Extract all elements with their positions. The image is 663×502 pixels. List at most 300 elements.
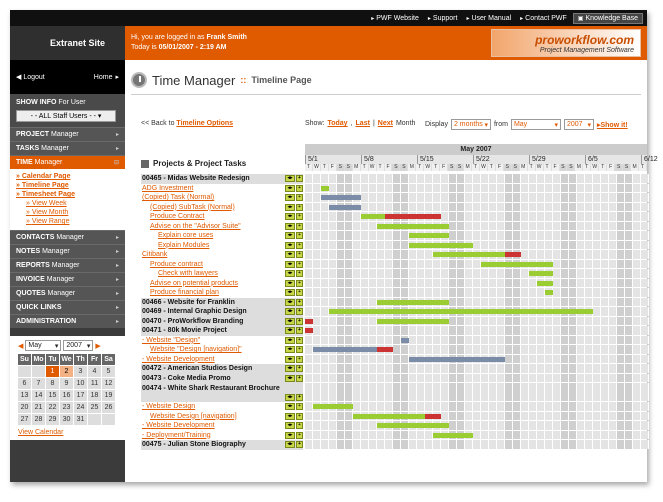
edit-icon[interactable]: ◂▸ [285, 251, 295, 258]
task-row[interactable] [141, 222, 303, 232]
menu-project[interactable] [10, 127, 125, 141]
timeline-cell [521, 383, 529, 401]
add-icon[interactable]: + [296, 403, 303, 410]
timeline-cell [593, 298, 601, 307]
home-link[interactable] [94, 73, 119, 81]
timeline-cell [609, 184, 617, 193]
timeline-cell [329, 269, 337, 278]
add-icon[interactable]: + [296, 375, 303, 382]
timeline-cell [361, 250, 369, 259]
timeline-cell [385, 326, 393, 335]
timeline-cell [609, 288, 617, 297]
menu-notes[interactable] [10, 244, 125, 258]
timeline-cell [473, 288, 481, 297]
top-link-3[interactable] [517, 15, 570, 22]
task-row[interactable] [141, 336, 303, 346]
timeline-cell [497, 203, 505, 212]
timeline-cell [393, 383, 401, 401]
timeline-cell [609, 421, 617, 430]
calendar-day[interactable]: 12 [102, 378, 115, 389]
timeline-row [305, 203, 647, 213]
task-row[interactable] [141, 184, 303, 194]
menu-invoice[interactable] [10, 272, 125, 286]
calendar-day[interactable]: 15 [46, 390, 59, 401]
calendar-month-select[interactable] [25, 340, 61, 351]
timeline-bar-green[interactable] [481, 262, 553, 267]
edit-icon[interactable]: ◂▸ [285, 365, 295, 372]
timeline-cell [529, 298, 537, 307]
calendar-day[interactable]: 9 [60, 378, 73, 389]
calendar-day[interactable]: 27 [18, 414, 31, 425]
calendar-day[interactable]: 14 [32, 390, 45, 401]
timeline-cell [633, 231, 641, 240]
timeline-cell [561, 412, 569, 421]
add-icon[interactable]: + [296, 346, 303, 353]
timeline-cell [401, 402, 409, 411]
staff-select-value: - - ALL Staff Users - - [30, 112, 96, 120]
timeline-cell [561, 288, 569, 297]
timeline-cell [601, 203, 609, 212]
timeline-cell [393, 231, 401, 240]
timeline-bar-blue[interactable] [409, 357, 505, 362]
timeline-cell [329, 336, 337, 345]
collapse-icon[interactable] [141, 160, 149, 168]
timeline-cell [537, 222, 545, 231]
edit-icon[interactable]: ◂▸ [285, 318, 295, 325]
timeline-cell [329, 174, 337, 183]
timeline-cell [401, 250, 409, 259]
calendar-day[interactable]: 31 [74, 414, 87, 425]
menu-label-bold: QUOTES [16, 290, 46, 297]
display-range-select[interactable] [451, 119, 491, 130]
timeline-bar-blue[interactable] [329, 205, 361, 210]
next-month-icon[interactable]: ▶ [95, 342, 101, 350]
add-icon[interactable]: + [296, 432, 303, 439]
timeline-cell [345, 431, 353, 440]
menu-tasks[interactable] [10, 141, 125, 155]
timeline-cell [425, 288, 433, 297]
timeline-cell [593, 336, 601, 345]
timeline-cell [553, 174, 561, 183]
add-icon[interactable]: + [296, 204, 303, 211]
add-icon[interactable]: + [296, 280, 303, 287]
top-link-2[interactable] [463, 15, 514, 22]
calendar-day[interactable]: 22 [46, 402, 59, 413]
edit-icon[interactable]: ◂▸ [285, 261, 295, 268]
timeline-bar-green[interactable] [313, 404, 353, 409]
add-icon[interactable]: + [296, 242, 303, 249]
task-row[interactable] [141, 250, 303, 260]
timeline-cell [329, 222, 337, 231]
timeline-cell [377, 269, 385, 278]
calendar-day[interactable]: 16 [60, 390, 73, 401]
timeline-cell [625, 222, 633, 231]
edit-icon[interactable]: ◂▸ [285, 223, 295, 230]
timeline-cell [561, 174, 569, 183]
edit-icon[interactable]: ◂▸ [285, 185, 295, 192]
add-icon[interactable]: + [296, 251, 303, 258]
timeline-bar-green[interactable] [433, 252, 505, 257]
day-letter: T [544, 164, 552, 171]
add-icon[interactable]: + [296, 308, 303, 315]
add-icon[interactable]: + [296, 318, 303, 325]
timeline-bar-red[interactable] [505, 252, 521, 257]
menu-quick-links[interactable] [10, 300, 125, 314]
calendar-year-select[interactable] [63, 340, 93, 351]
timeline-cell [497, 193, 505, 202]
timeline-cell [345, 326, 353, 335]
proworkflow-logo[interactable] [491, 29, 641, 57]
add-icon[interactable]: + [296, 270, 303, 277]
menu-contacts[interactable] [10, 230, 125, 244]
weekday-header: Th [74, 354, 87, 365]
edit-icon[interactable]: ◂▸ [285, 299, 295, 306]
timeline-cell [417, 174, 425, 183]
calendar-day[interactable]: 26 [102, 402, 115, 413]
greeting [131, 33, 247, 53]
task-row[interactable] [141, 241, 303, 251]
add-icon[interactable]: + [296, 223, 303, 230]
top-link-1[interactable] [425, 15, 461, 22]
timeline-bar-green[interactable] [433, 433, 473, 438]
timeline-cell [609, 174, 617, 183]
row-actions [285, 251, 303, 258]
timeline-cell [393, 326, 401, 335]
edit-icon[interactable]: ◂▸ [285, 242, 295, 249]
timeline-cell [633, 440, 641, 449]
timeline-cell [409, 402, 417, 411]
timeline-cell [545, 193, 553, 202]
staff-users-select[interactable] [16, 110, 116, 122]
timeline-cell [321, 383, 329, 401]
timeline-cell [369, 317, 377, 326]
calendar-day[interactable]: 3 [74, 366, 87, 377]
logout-link[interactable]: ◀ Logout [16, 74, 45, 81]
timeline-cell [329, 355, 337, 364]
edit-icon[interactable]: ◂▸ [285, 403, 295, 410]
timeline-bar-green[interactable] [377, 319, 449, 324]
edit-icon[interactable]: ◂▸ [285, 422, 295, 429]
menu-administration[interactable] [10, 314, 125, 328]
edit-icon[interactable]: ◂▸ [285, 441, 295, 448]
top-bar [10, 10, 647, 26]
top-link-0[interactable] [368, 15, 422, 22]
timeline-options-link[interactable]: Timeline Options [176, 120, 234, 127]
timeline-bar-green[interactable] [361, 214, 385, 219]
timeline-cell [497, 402, 505, 411]
timeline-cell [425, 364, 433, 373]
task-row[interactable] [141, 421, 303, 431]
timeline-cell [569, 231, 577, 240]
timeline-cell [321, 317, 329, 326]
timeline-cell [625, 307, 633, 316]
edit-icon[interactable]: ◂▸ [285, 413, 295, 420]
timeline-cell [449, 326, 457, 335]
timeline-cell [553, 383, 561, 401]
timeline-bar-green[interactable] [377, 224, 449, 229]
edit-icon[interactable]: ◂▸ [285, 232, 295, 239]
show-next-link[interactable]: Next [377, 120, 393, 127]
add-icon[interactable]: + [296, 185, 303, 192]
calendar-day[interactable]: 23 [60, 402, 73, 413]
edit-icon[interactable]: ◂▸ [285, 280, 295, 287]
timeline-cell [441, 279, 449, 288]
timeline-cell [433, 279, 441, 288]
calendar-day[interactable]: 17 [74, 390, 87, 401]
add-icon[interactable]: + [296, 413, 303, 420]
timeline-bar-green[interactable] [329, 309, 593, 314]
edit-icon[interactable]: ◂▸ [285, 337, 295, 344]
timeline-cell [537, 174, 545, 183]
menu-label-rest: Manager [49, 262, 80, 269]
timeline-cell [385, 383, 393, 401]
task-row[interactable] [141, 345, 303, 355]
add-icon[interactable]: + [296, 299, 303, 306]
edit-icon[interactable]: ◂▸ [285, 308, 295, 315]
timeline-cell [481, 174, 489, 183]
timeline-cell [489, 402, 497, 411]
edit-icon[interactable]: ◂▸ [285, 394, 295, 401]
time-link-calendar-page[interactable]: » Calendar Page [16, 173, 71, 180]
add-icon[interactable]: + [296, 422, 303, 429]
timeline-cell [337, 279, 345, 288]
top-link-4[interactable] [573, 13, 643, 24]
time-link-view-month[interactable]: » View Month [26, 209, 69, 216]
task-row[interactable] [141, 260, 303, 270]
timeline-cell [529, 440, 537, 449]
timeline-bar-blue[interactable] [401, 338, 409, 343]
calendar-day[interactable]: 29 [46, 414, 59, 425]
timeline-cell [513, 288, 521, 297]
task-row[interactable] [141, 269, 303, 279]
project-name: 00470 - ProWorkflow Branding [142, 317, 244, 325]
timeline-cell [361, 317, 369, 326]
task-row[interactable] [141, 231, 303, 241]
edit-icon[interactable]: ◂▸ [285, 432, 295, 439]
add-icon[interactable]: + [296, 261, 303, 268]
show-last-link[interactable]: Last [355, 120, 370, 127]
task-row[interactable] [141, 355, 303, 365]
timeline-cell [561, 222, 569, 231]
timeline-bar-green[interactable] [409, 233, 449, 238]
top-link-label: Contact PWF [525, 14, 567, 22]
timeline-cell [337, 241, 345, 250]
timeline-cell [305, 298, 313, 307]
timeline-bar-red[interactable] [385, 214, 441, 219]
calendar-day[interactable]: 20 [18, 402, 31, 413]
prev-month-icon[interactable]: ◀ [18, 342, 24, 350]
timeline-bar-blue[interactable] [313, 347, 377, 352]
task-row[interactable] [141, 431, 303, 441]
timeline-cell [377, 383, 385, 401]
add-icon[interactable]: + [296, 213, 303, 220]
timeline-bar-green[interactable] [377, 300, 449, 305]
today-value: 05/01/2007 - 2:19 AM [158, 44, 227, 51]
timeline-cell [617, 231, 625, 240]
menu-reports[interactable] [10, 258, 125, 272]
edit-icon[interactable]: ◂▸ [285, 356, 295, 363]
timeline-cell [489, 203, 497, 212]
timeline-cell [561, 326, 569, 335]
calendar-day[interactable]: 13 [18, 390, 31, 401]
add-icon[interactable]: + [296, 232, 303, 239]
calendar-day[interactable]: 18 [88, 390, 101, 401]
timeline-cell [345, 279, 353, 288]
week-label: 5/1 [305, 155, 318, 164]
timeline-cell [457, 364, 465, 373]
timeline-cell [377, 250, 385, 259]
edit-icon[interactable]: ◂▸ [285, 175, 295, 182]
timeline-cell [577, 402, 585, 411]
timeline-cell [361, 374, 369, 383]
view-calendar-link[interactable]: View Calendar [18, 429, 64, 436]
timeline-cell [441, 288, 449, 297]
calendar-day[interactable]: 10 [74, 378, 87, 389]
edit-icon[interactable]: ◂▸ [285, 289, 295, 296]
top-link-label: Knowledge Base [585, 14, 638, 22]
add-icon[interactable]: + [296, 337, 303, 344]
task-row[interactable] [141, 402, 303, 412]
timeline-cell [585, 250, 593, 259]
timeline-cell [569, 193, 577, 202]
add-icon[interactable]: + [296, 175, 303, 182]
timeline-cell [585, 269, 593, 278]
task-row[interactable] [141, 203, 303, 213]
timeline-cell [505, 184, 513, 193]
calendar-day[interactable]: 1 [46, 366, 59, 377]
timeline-bar-green[interactable] [321, 186, 329, 191]
timeline-cell [617, 383, 625, 401]
calendar-day[interactable]: 28 [32, 414, 45, 425]
task-row[interactable] [141, 279, 303, 289]
calendar-day[interactable]: 21 [32, 402, 45, 413]
edit-icon[interactable]: ◂▸ [285, 346, 295, 353]
time-link-timesheet-page[interactable]: » Timesheet Page [16, 191, 76, 198]
edit-icon[interactable]: ◂▸ [285, 204, 295, 211]
timeline-cell [609, 203, 617, 212]
calendar-day[interactable]: 5 [102, 366, 115, 377]
timeline-bar-blue[interactable] [321, 195, 361, 200]
timeline-cell [529, 212, 537, 221]
from-year-select[interactable] [564, 119, 594, 130]
edit-icon[interactable]: ◂▸ [285, 213, 295, 220]
calendar-day[interactable]: 30 [60, 414, 73, 425]
add-icon[interactable]: + [296, 356, 303, 363]
task-row[interactable] [141, 212, 303, 222]
row-actions [285, 413, 303, 420]
show-it-button[interactable] [597, 121, 628, 129]
display-label: Display [425, 121, 448, 128]
timeline-bar-red[interactable] [425, 414, 441, 419]
time-link-timeline-page[interactable]: » Timeline Page [16, 182, 69, 189]
task-row[interactable] [141, 288, 303, 298]
day-letter: T [583, 164, 591, 171]
timeline-cell [425, 250, 433, 259]
timeline-cell [441, 336, 449, 345]
calendar-day[interactable]: 4 [88, 366, 101, 377]
timeline-bar-green[interactable] [537, 281, 553, 286]
timeline-cell [361, 193, 369, 202]
edit-icon[interactable]: ◂▸ [285, 194, 295, 201]
calendar-day [32, 366, 45, 377]
timeline-cell [353, 431, 361, 440]
timeline-cell [521, 203, 529, 212]
timeline-cell [537, 203, 545, 212]
calendar-day[interactable]: 7 [32, 378, 45, 389]
calendar-day[interactable]: 25 [88, 402, 101, 413]
add-icon[interactable]: + [296, 441, 303, 448]
timeline-cell [633, 431, 641, 440]
add-icon[interactable]: + [296, 289, 303, 296]
timeline-cell [609, 307, 617, 316]
timeline-cell [305, 260, 313, 269]
calendar-day[interactable]: 6 [18, 378, 31, 389]
timeline-bar-red[interactable] [305, 328, 313, 333]
timeline-cell [489, 231, 497, 240]
timeline-bar-green[interactable] [377, 423, 449, 428]
time-link-label: Timesheet Page [21, 191, 76, 198]
time-link-view-range[interactable]: » View Range [26, 218, 70, 225]
add-icon[interactable]: + [296, 365, 303, 372]
day-letter: F [385, 164, 393, 171]
edit-icon[interactable]: ◂▸ [285, 270, 295, 277]
timeline-cell [305, 374, 313, 383]
title-divider [131, 94, 641, 95]
timeline-cell [569, 174, 577, 183]
calendar-day[interactable]: 24 [74, 402, 87, 413]
calendar-day[interactable]: 2 [60, 366, 73, 377]
timeline-cell [353, 336, 361, 345]
time-link-view-week[interactable]: » View Week [26, 200, 67, 207]
task-row[interactable] [141, 193, 303, 203]
day-letter: F [496, 164, 504, 171]
timeline-bar-green[interactable] [409, 243, 473, 248]
calendar-day[interactable]: 11 [88, 378, 101, 389]
title-separator: :: [240, 75, 247, 85]
menu-time[interactable] [10, 155, 125, 169]
timeline-cell [633, 279, 641, 288]
timeline-bar-green[interactable] [545, 290, 553, 295]
timeline-cell [377, 193, 385, 202]
calendar-day[interactable]: 8 [46, 378, 59, 389]
project-name: 00475 - Julian Stone Biography [142, 441, 246, 449]
add-icon[interactable]: + [296, 327, 303, 334]
timeline-cell [617, 440, 625, 449]
timeline-cell [433, 184, 441, 193]
timeline-cell [457, 260, 465, 269]
timeline-bar-red[interactable] [377, 347, 393, 352]
timeline-cell [377, 288, 385, 297]
timeline-cell [633, 307, 641, 316]
timeline-bar-red[interactable] [305, 319, 313, 324]
from-month-select[interactable] [511, 119, 561, 130]
timeline-bar-green[interactable] [529, 271, 553, 276]
task-row[interactable] [141, 412, 303, 422]
timeline-cell [409, 336, 417, 345]
timeline-cell [497, 431, 505, 440]
add-icon[interactable]: + [296, 194, 303, 201]
timeline-cell [617, 184, 625, 193]
edit-icon[interactable]: ◂▸ [285, 327, 295, 334]
show-today-link[interactable]: Today [327, 120, 348, 127]
add-icon[interactable]: + [296, 394, 303, 401]
edit-icon[interactable]: ◂▸ [285, 375, 295, 382]
calendar-day[interactable]: 19 [102, 390, 115, 401]
menu-quotes[interactable] [10, 286, 125, 300]
timeline-cell [593, 317, 601, 326]
timeline-bar-green[interactable] [353, 414, 425, 419]
menu-label-rest: Manager [45, 290, 76, 297]
